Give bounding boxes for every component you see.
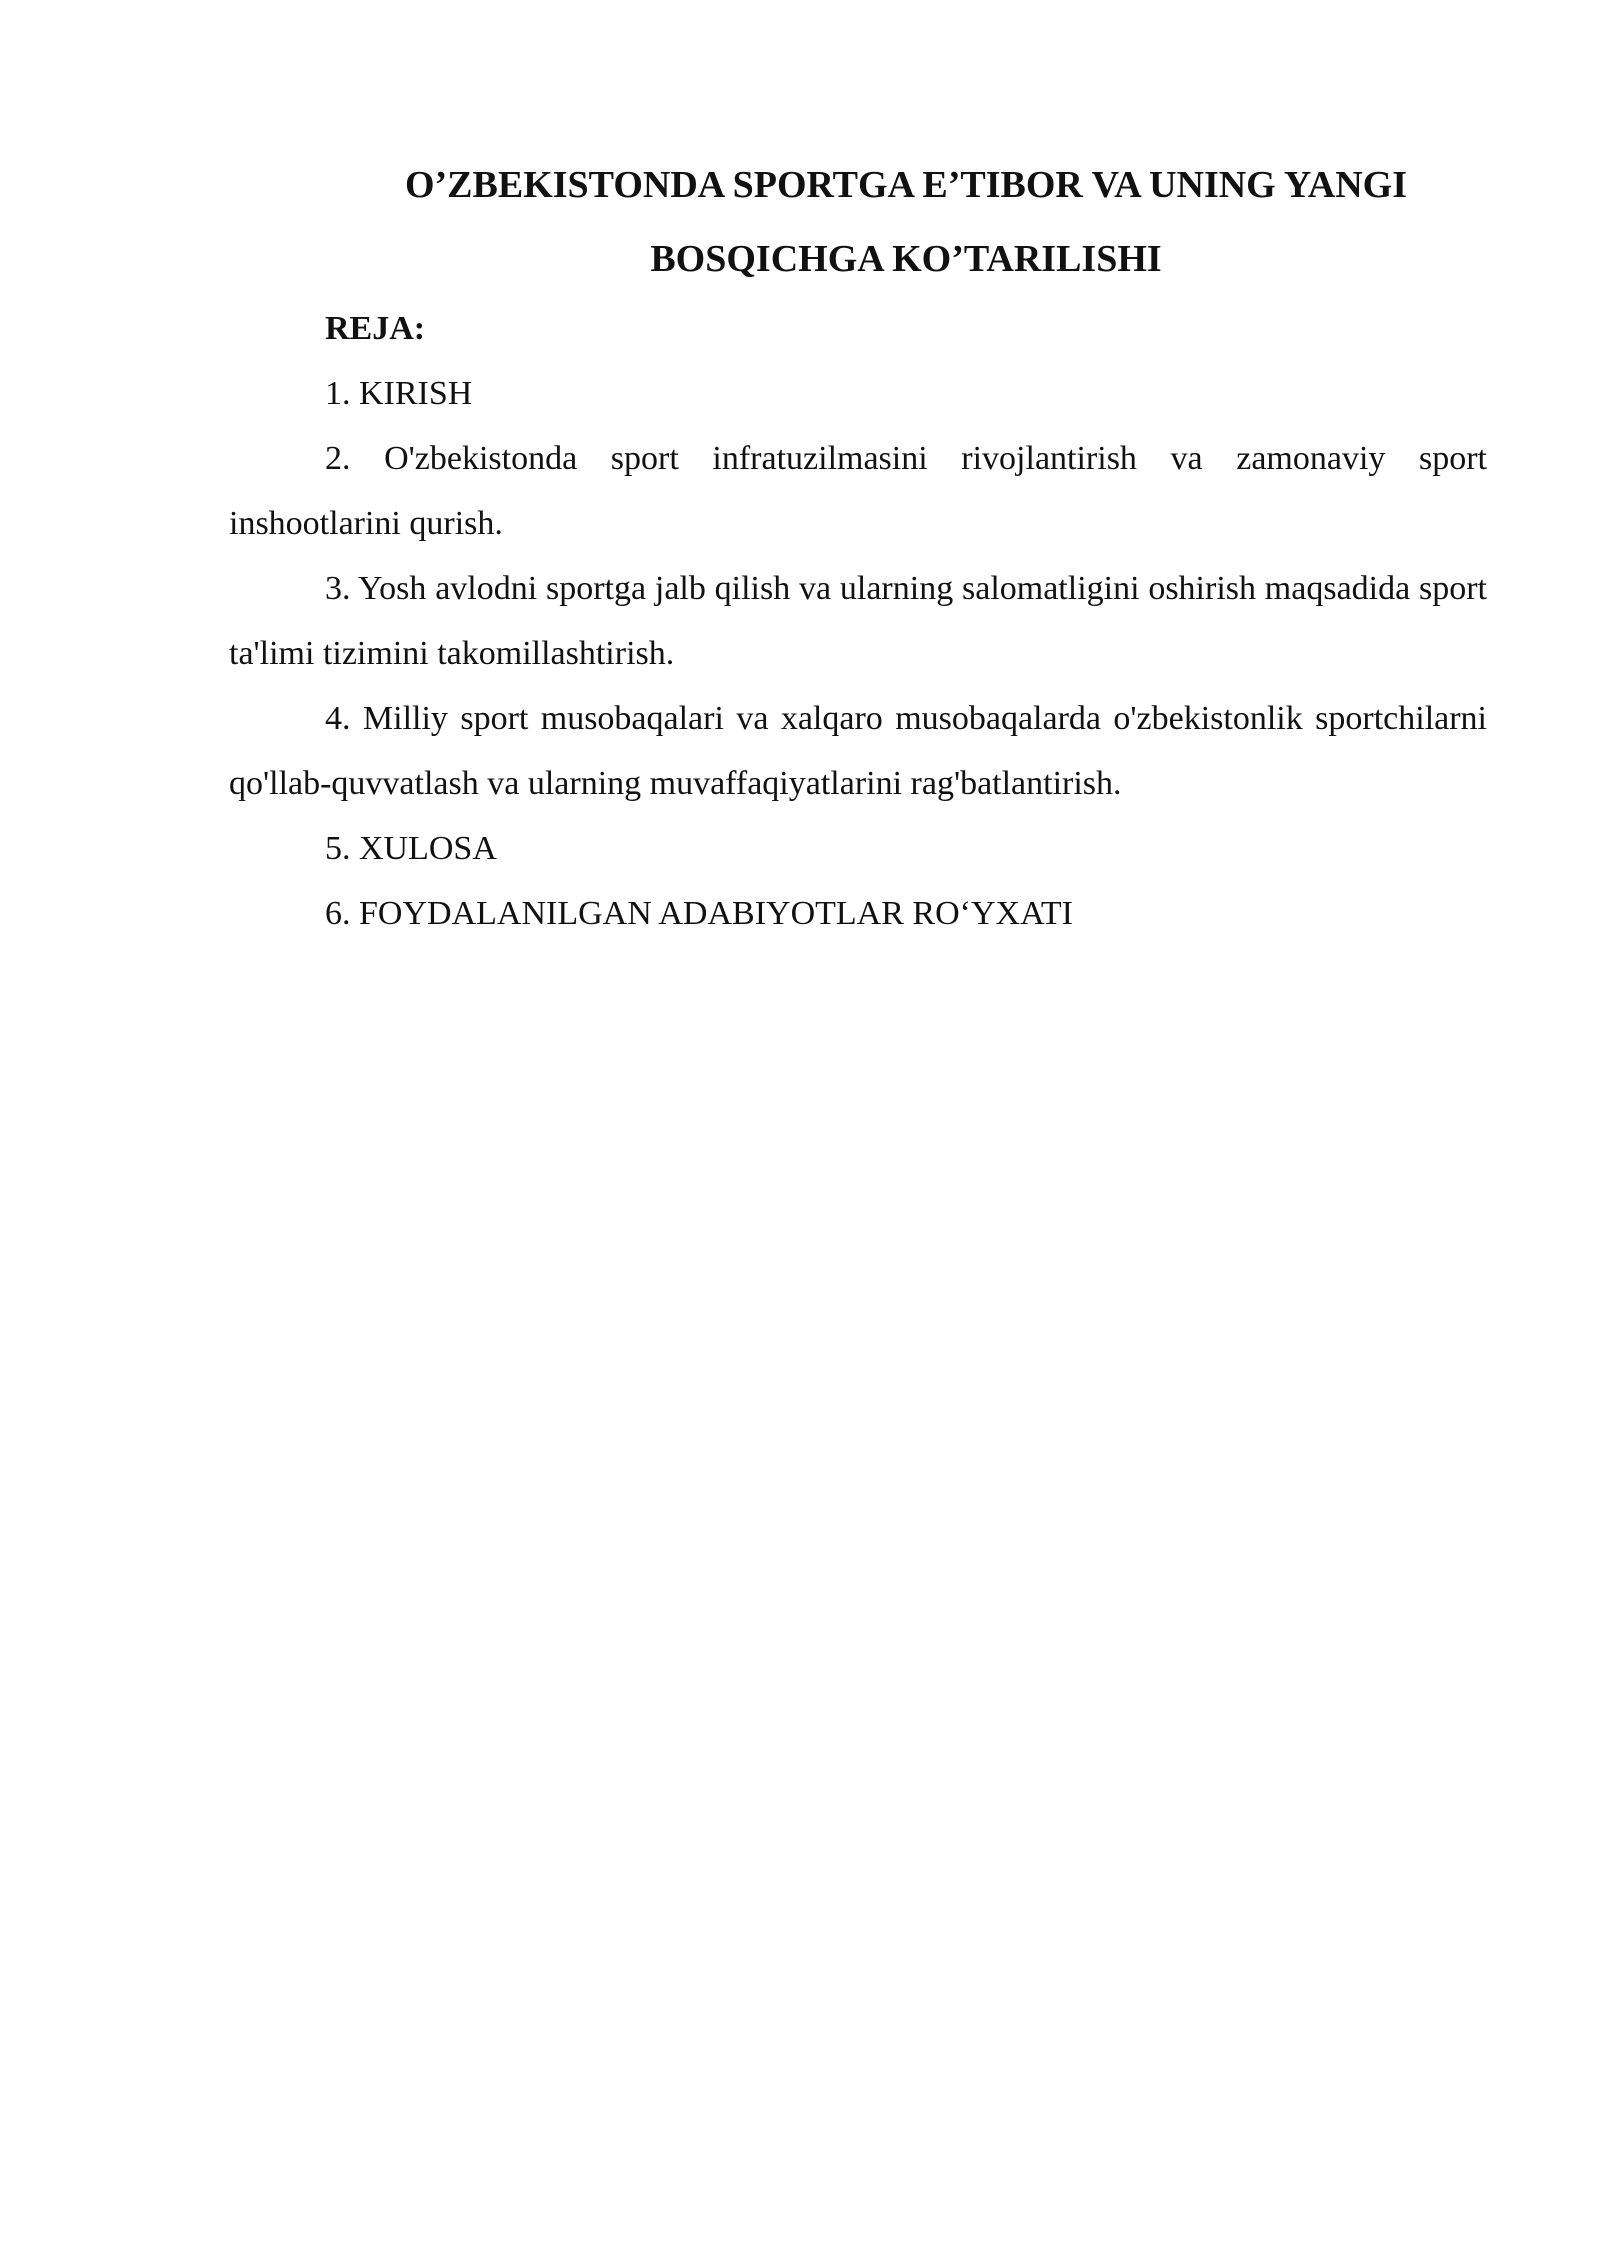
plan-item-4: 4. Milliy sport musobaqalari va xalqaro musobaqalarda o'zbekistonlik sportchilarni qo'llab-quvvatlash va ularning muvaffaqiyatlarini rag'batlantirish.	[229, 700, 1487, 802]
plan-item-3: 3. Yosh avlodni sportga jalb qilish va ularning salomatligini oshirish maqsadida sport ta'limi tizimini takomillashtirish.	[229, 570, 1487, 672]
document-content	[229, 148, 1487, 946]
plan-item-5: 5. XULOSA	[325, 830, 497, 867]
plan-item-1: 1. KIRISH	[325, 375, 473, 412]
document-title	[229, 148, 1487, 296]
title-line-2: BOSQICHGA KO’TARILISHI	[650, 238, 1162, 280]
plan-item-2: 2. O'zbekistonda sport infratuzilmasini rivojlantirish va zamonaviy sport inshootlarini qurish.	[229, 440, 1487, 542]
plan-item-6: 6. FOYDALANILGAN ADABIYOTLAR RO‘YXATI	[325, 895, 1073, 932]
title-line-1: O’ZBEKISTONDA SPORTGA E’TIBOR VA UNING YANGI	[404, 164, 1408, 206]
plan-heading: REJA:	[325, 310, 426, 347]
